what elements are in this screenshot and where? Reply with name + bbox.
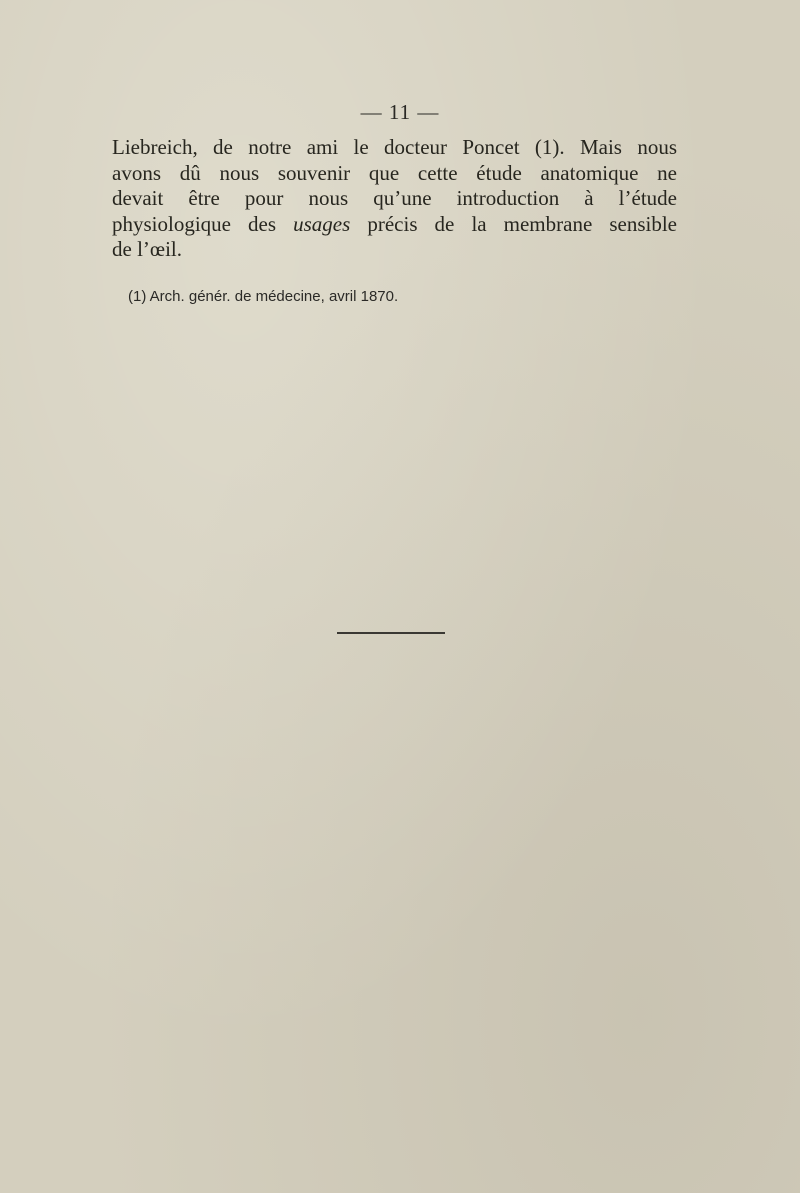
text-line: devait être pour nous qu’une introduction à l’étude	[112, 186, 677, 210]
text-segment: précis de la membrane sensible	[350, 211, 677, 236]
body-paragraph	[112, 135, 677, 263]
section-divider	[337, 632, 445, 634]
page-number: — 11 —	[360, 100, 440, 124]
text-line	[112, 212, 677, 238]
text-line: avons dû nous souvenir que cette étude anatomique ne	[112, 160, 677, 185]
text-segment: physiologique des	[112, 211, 294, 236]
text-line: Liebreich, de notre ami le docteur Poncet (1). Mais nous	[112, 135, 677, 159]
italic-word: usages	[293, 211, 351, 236]
footnote: (1) Arch. génér. de médecine, avril 1870.	[128, 288, 399, 305]
text-line: de l’œil.	[112, 237, 182, 261]
